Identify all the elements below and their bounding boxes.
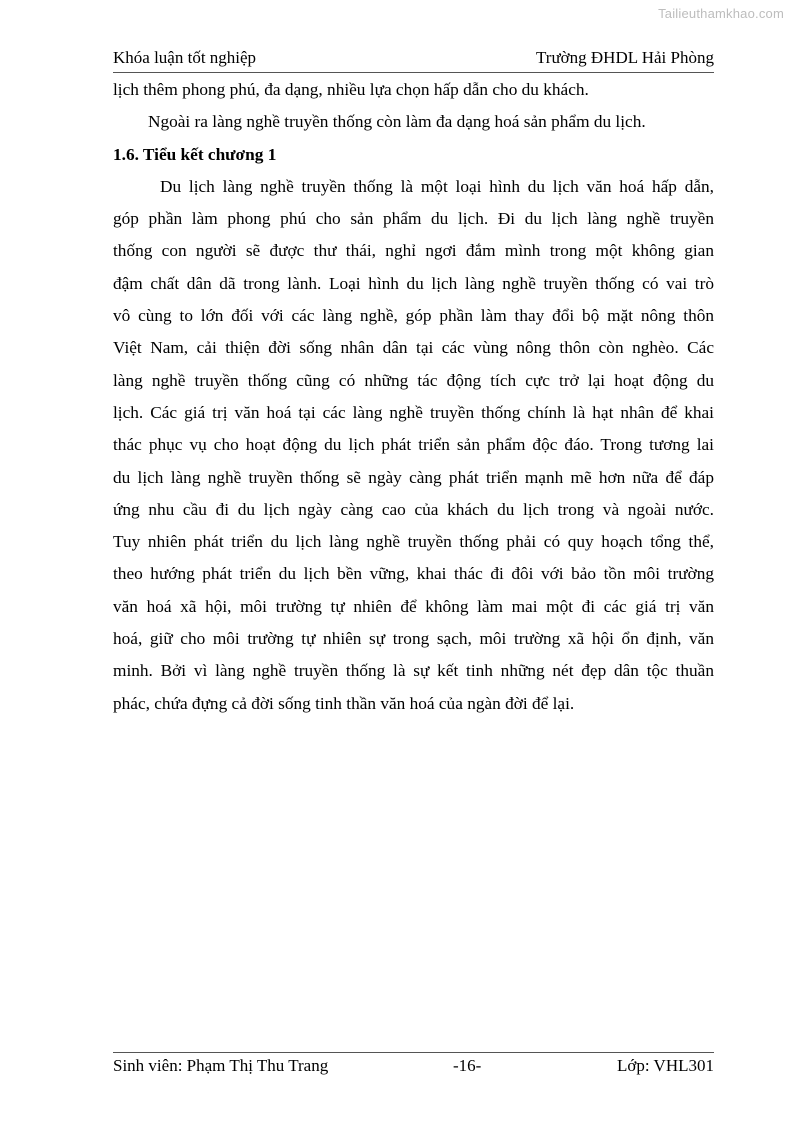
paragraph-line: hoá, giữ cho môi trường tự nhiên sự trong sạch, môi trường xã hội ổn định, văn [113, 629, 714, 649]
paragraph-line: Tuy nhiên phát triển du lịch làng nghề truyền thống phải có quy hoạch tổng thể, [113, 532, 714, 552]
header-university: Trường ĐHDL Hải Phòng [536, 48, 714, 67]
continuation-line: lịch thêm phong phú, đa dạng, nhiều lựa chọn hấp dẫn cho du khách. [113, 80, 589, 99]
watermark: Tailieuthamkhao.com [658, 6, 784, 21]
header-thesis-label: Khóa luận tốt nghiệp [113, 48, 257, 67]
page-header [113, 48, 714, 73]
paragraph-line: góp phần làm phong phú cho sản phẩm du lịch. Đi du lịch làng nghề truyền [113, 209, 714, 229]
paragraph-line: Du lịch làng nghề truyền thống là một loại hình du lịch văn hoá hấp dẫn, [160, 176, 714, 196]
paragraph-line: Việt Nam, cải thiện đời sống nhân dân tại các vùng nông thôn còn nghèo. Các [113, 338, 714, 358]
paragraph-line: đậm chất dân dã trong lành. Loại hình du lịch làng nghề truyền thống có vai trò [113, 273, 714, 293]
footer-student-name: Sinh viên: Phạm Thị Thu Trang [113, 1056, 329, 1075]
paragraph-line: ứng nhu cầu đi du lịch ngày càng cao của khách du lịch trong và ngoài nước. [113, 499, 714, 519]
paragraph-line: thác phục vụ cho hoạt động du lịch phát triển sản phẩm độc đáo. Trong tương lai [113, 435, 714, 455]
paragraph-line: du lịch làng nghề truyền thống sẽ ngày càng phát triển mạnh mẽ hơn nữa để đáp [113, 467, 714, 487]
paragraph-line: phác, chứa đựng cả đời sống tinh thần văn hoá của ngàn đời để lại. [113, 693, 575, 713]
paragraph-line: vô cùng to lớn đối với các làng nghề, góp phần làm thay đổi bộ mặt nông thôn [113, 306, 714, 326]
paragraph-line: làng nghề truyền thống cũng có những tác động tích cực trở lại hoạt động du [113, 370, 714, 390]
paragraph-line: văn hoá xã hội, môi trường tự nhiên để không làm mai một đi các giá trị văn [113, 596, 714, 616]
paragraph-line: thống con người sẽ được thư thái, nghỉ ngơi đắm mình trong một không gian [113, 241, 714, 261]
paragraph-line: theo hướng phát triển du lịch bền vững, khai thác đi đôi với bảo tồn môi trường [113, 564, 714, 584]
page-footer [113, 1052, 714, 1077]
paragraph-line: minh. Bởi vì làng nghề truyền thống là sự kết tinh những nét đẹp dân tộc thuần [113, 661, 714, 681]
section-heading: 1.6. Tiểu kết chương 1 [113, 144, 277, 164]
paragraph-line: lịch. Các giá trị văn hoá tại các làng nghề truyền thống chính là hạt nhân để khai [113, 402, 714, 422]
footer-class: Lớp: VHL301 [617, 1056, 714, 1075]
paragraph-diversify: Ngoài ra làng nghề truyền thống còn làm đa dạng hoá sản phẩm du lịch. [148, 112, 646, 132]
page-content [113, 74, 714, 720]
summary-paragraph [113, 171, 714, 720]
page-number: -16- [453, 1056, 482, 1075]
